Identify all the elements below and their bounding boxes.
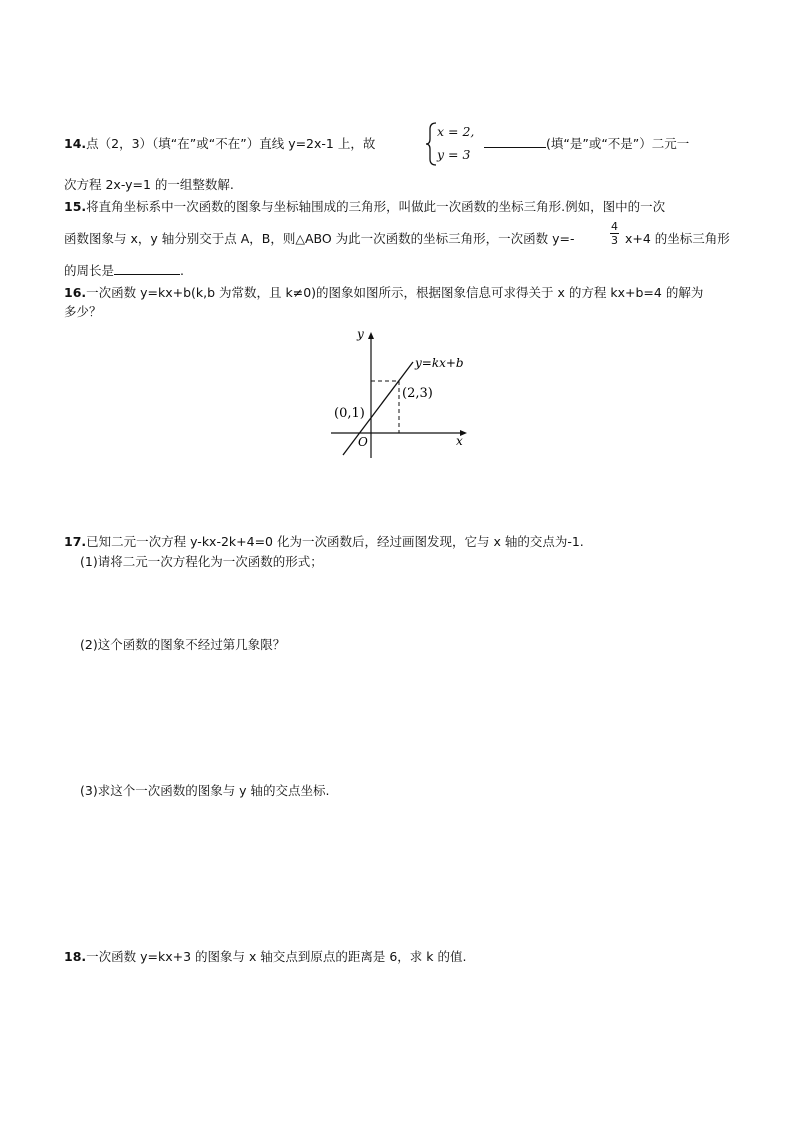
q14-text-c: 次方程 2x-y=1 的一组整数解. <box>64 177 234 192</box>
q16-line1 <box>64 284 703 302</box>
q17-line1 <box>64 533 584 551</box>
q14-number: 14. <box>64 136 87 151</box>
point-b-label: (2,3) <box>402 386 433 401</box>
q17-part1: (1)请将二元一次方程化为一次函数的形式； <box>80 554 323 569</box>
q14-system-line1: x = 2, <box>437 124 475 139</box>
q15-line3 <box>64 262 184 280</box>
y-axis-label: y <box>357 327 364 341</box>
q17-number: 17. <box>64 534 87 549</box>
q16-graph <box>325 322 475 462</box>
x-axis-label: x <box>456 434 463 448</box>
q17-line1-text: 已知二元一次方程 y-kx-2k+4=0 化为一次函数后，经过画图发现，它与 x 轴的交点为-1. <box>86 534 584 549</box>
q15-line3-a: 的周长是 <box>64 263 115 278</box>
q18-number: 18. <box>64 949 87 964</box>
y-axis-arrow-icon <box>368 332 374 339</box>
q15-line1-text: 将直角坐标系中一次函数的图象与坐标轴围成的三角形，叫做此一次函数的坐标三角形.例如，图中的一次 <box>86 199 666 214</box>
q14-line1 <box>64 135 375 153</box>
q14-answer-blank[interactable] <box>484 135 546 148</box>
q15-line2 <box>64 230 575 248</box>
q17-part2: (2)这个函数的图象不经过第几象限？ <box>80 637 286 652</box>
q15-number: 15. <box>64 199 87 214</box>
q14-text-b: (填“是”或“不是”）二元一 <box>546 136 690 151</box>
origin-label: O <box>358 435 368 449</box>
q18-line1 <box>64 948 466 966</box>
q16-line2: 多少？ <box>64 304 102 319</box>
q15-line2-b: x+4 的坐标三角形 <box>625 231 730 246</box>
q14-system-line2: y = 3 <box>437 147 471 162</box>
q18-line1-text: 一次函数 y=kx+3 的图象与 x 轴交点到原点的距离是 6，求 k 的值. <box>86 949 467 964</box>
q17-part3: (3)求这个一次函数的图象与 y 轴的交点坐标. <box>80 783 330 798</box>
point-a-label: (0,1) <box>334 406 365 421</box>
q15-frac-denominator: 3 <box>611 234 618 247</box>
line-label: y=kx+b <box>415 356 464 370</box>
q15-fraction <box>608 220 621 247</box>
q16-number: 16. <box>64 285 87 300</box>
q15-line3-b: . <box>180 263 184 278</box>
q14-line1-rest <box>484 135 689 153</box>
q14-text-a: 点（2，3）（填“在”或“不在”）直线 y=2x-1 上，故 <box>86 136 376 151</box>
q15-line1 <box>64 198 665 216</box>
q15-answer-blank[interactable] <box>114 262 180 275</box>
q16-line1-text: 一次函数 y=kx+b(k,b 为常数，且 k≠0)的图象如图所示，根据图象信息可求得关于 x 的方程 kx+b=4 的解为 <box>86 285 704 300</box>
q15-line2-a: 函数图象与 x，y 轴分别交于点 A，B，则△ABO 为此一次函数的坐标三角形，一次函数 y=- <box>64 231 575 246</box>
q15-frac-numerator: 4 <box>611 220 618 233</box>
